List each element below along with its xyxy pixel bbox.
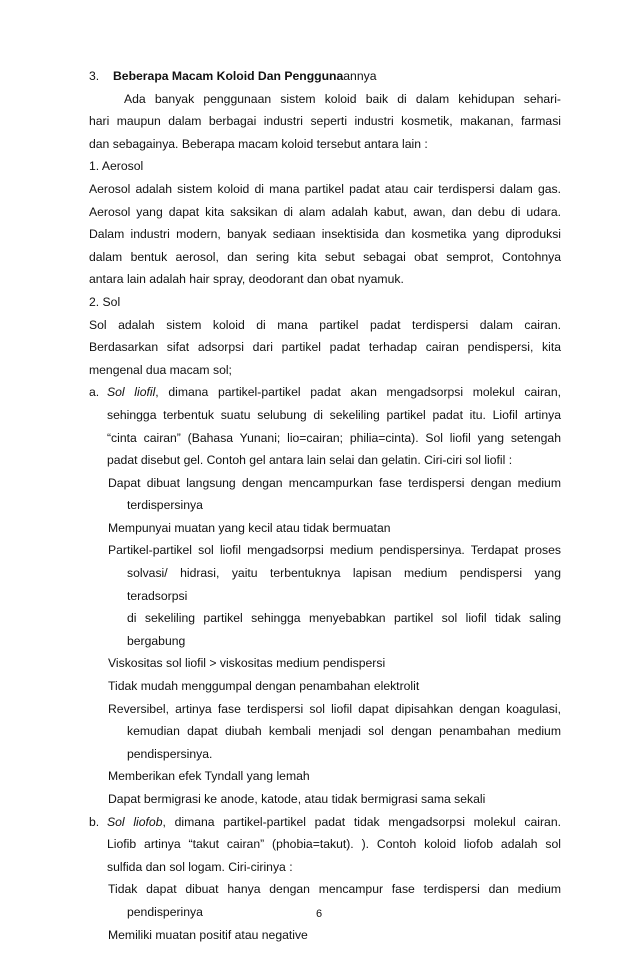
aerosol-line: Aerosol yang dapat kita saksikan di alam adalah kabut, awan, dan debu di udara. xyxy=(89,204,561,219)
aerosol-heading: 1. Aerosol xyxy=(89,159,144,174)
sol-liofil-block xyxy=(89,381,561,471)
liofob-first-line xyxy=(107,811,561,834)
section-title-rest: annya xyxy=(343,69,377,83)
trait-line: Tidak dapat dibuat hanya dengan mencampur fase terdispersi dan medium xyxy=(108,882,561,897)
sol-liofob-block xyxy=(89,811,561,879)
liofil-first-rest: , dimana partikel-partikel padat akan mengadsorpsi molekul cairan, xyxy=(155,385,561,400)
list-marker: b. xyxy=(89,814,100,829)
intro-line: hari maupun dalam berbagai industri seperti industri kosmetik, makanan, farmasi xyxy=(89,114,561,129)
page-number: 6 xyxy=(315,908,323,920)
sol-heading: 2. Sol xyxy=(89,294,121,309)
aerosol-line: Aerosol adalah sistem koloid di mana partikel padat atau cair terdispersi dalam gas. xyxy=(89,181,561,196)
liofil-trait xyxy=(89,765,561,788)
trait-line: pendispersinya. xyxy=(127,746,213,761)
trait-line: kemudian dapat diubah kembali menjadi sol dengan penambahan medium xyxy=(127,724,561,739)
trait-line: bergabung xyxy=(127,633,186,648)
intro-line: dan sebagainya. Beberapa macam koloid tersebut antara lain : xyxy=(89,136,428,151)
liofil-term: Sol liofil xyxy=(107,385,156,400)
trait-line: Dapat dibuat langsung dengan mencampurkan fase terdispersi dengan medium xyxy=(108,475,561,490)
section-number: 3. xyxy=(89,69,100,83)
liofil-trait xyxy=(89,652,561,675)
liofil-trait xyxy=(89,788,561,811)
aerosol-line: dalam bentuk aerosol, dan sering kita sebut sebagai obat semprot, Contohnya xyxy=(89,249,561,264)
intro-line: Ada banyak penggunaan sistem koloid baik di dalam kehidupan sehari- xyxy=(124,91,561,106)
liofob-line: Liofib artinya “takut cairan” (phobia=takut). ). Contoh koloid liofob adalah sol xyxy=(107,837,561,852)
trait-line: Mempunyai muatan yang kecil atau tidak bermuatan xyxy=(108,520,391,535)
aerosol-line: Dalam industri modern, banyak sediaan insektisida dan kosmetika yang diproduksi xyxy=(89,227,561,242)
liofil-trait xyxy=(89,698,561,766)
liofil-trait xyxy=(89,517,561,540)
liofil-line: “cinta cairan” (Bahasa Yunani; lio=cairan; philia=cinta). Sol liofil yang setengah xyxy=(107,430,561,445)
liofob-term: Sol liofob xyxy=(107,814,163,829)
liofil-line: padat disebut gel. Contoh gel antara lain selai dan gelatin. Ciri-ciri sol liofil : xyxy=(107,453,513,468)
list-marker: a. xyxy=(89,385,100,400)
trait-line: di sekeliling partikel sehingga menyebabkan partikel sol liofil tidak saling xyxy=(127,611,561,626)
liofil-trait xyxy=(89,472,561,517)
section-heading xyxy=(89,65,561,88)
liofil-trait xyxy=(89,675,561,698)
liofob-first-rest: , dimana partikel-partikel padat tidak mengadsorpsi molekul cairan. xyxy=(162,814,561,829)
liofil-first-line xyxy=(107,381,561,404)
aerosol-line: antara lain adalah hair spray, deodorant dan obat nyamuk. xyxy=(89,272,404,287)
trait-line: terdispersinya xyxy=(127,498,203,513)
trait-line: Tidak mudah menggumpal dengan penambahan elektrolit xyxy=(108,679,420,694)
trait-line: Reversibel, artinya fase terdispersi sol liofil dapat dipisahkan dengan koagulasi, xyxy=(108,701,561,716)
trait-line: Dapat bermigrasi ke anode, katode, atau tidak bermigrasi sama sekali xyxy=(108,792,486,806)
liofob-trait xyxy=(89,924,561,947)
trait-line: Viskositas sol liofil > viskositas medium pendispersi xyxy=(108,656,386,671)
trait-line: Memberikan efek Tyndall yang lemah xyxy=(108,769,310,784)
trait-line: Partikel-partikel sol liofil mengadsorpsi medium pendispersinya. Terdapat proses xyxy=(108,543,561,558)
trait-line: pendisperinya xyxy=(127,904,203,919)
sol-line: Sol adalah sistem koloid di mana partikel padat terdispersi dalam cairan. xyxy=(89,317,561,332)
section-title-bold: Beberapa Macam Koloid Dan Pengguna xyxy=(113,69,344,83)
sol-line: mengenal dua macam sol; xyxy=(89,362,232,377)
liofil-line: sehingga terbentuk suatu selubung di sekeliling partikel padat itu. Liofil artinya xyxy=(107,407,561,422)
document-page xyxy=(89,65,561,946)
liofil-trait xyxy=(89,539,561,652)
liofob-line: sulfida dan sol logam. Ciri-cirinya : xyxy=(107,859,293,874)
trait-line: solvasi/ hidrasi, yaitu terbentuknya lapisan medium pendispersi yang teradsorpsi xyxy=(127,566,561,603)
sol-line: Berdasarkan sifat adsorpsi dari partikel padat terhadap cairan pendispersi, kita xyxy=(89,340,561,355)
trait-line: Memiliki muatan positif atau negative xyxy=(108,927,308,942)
